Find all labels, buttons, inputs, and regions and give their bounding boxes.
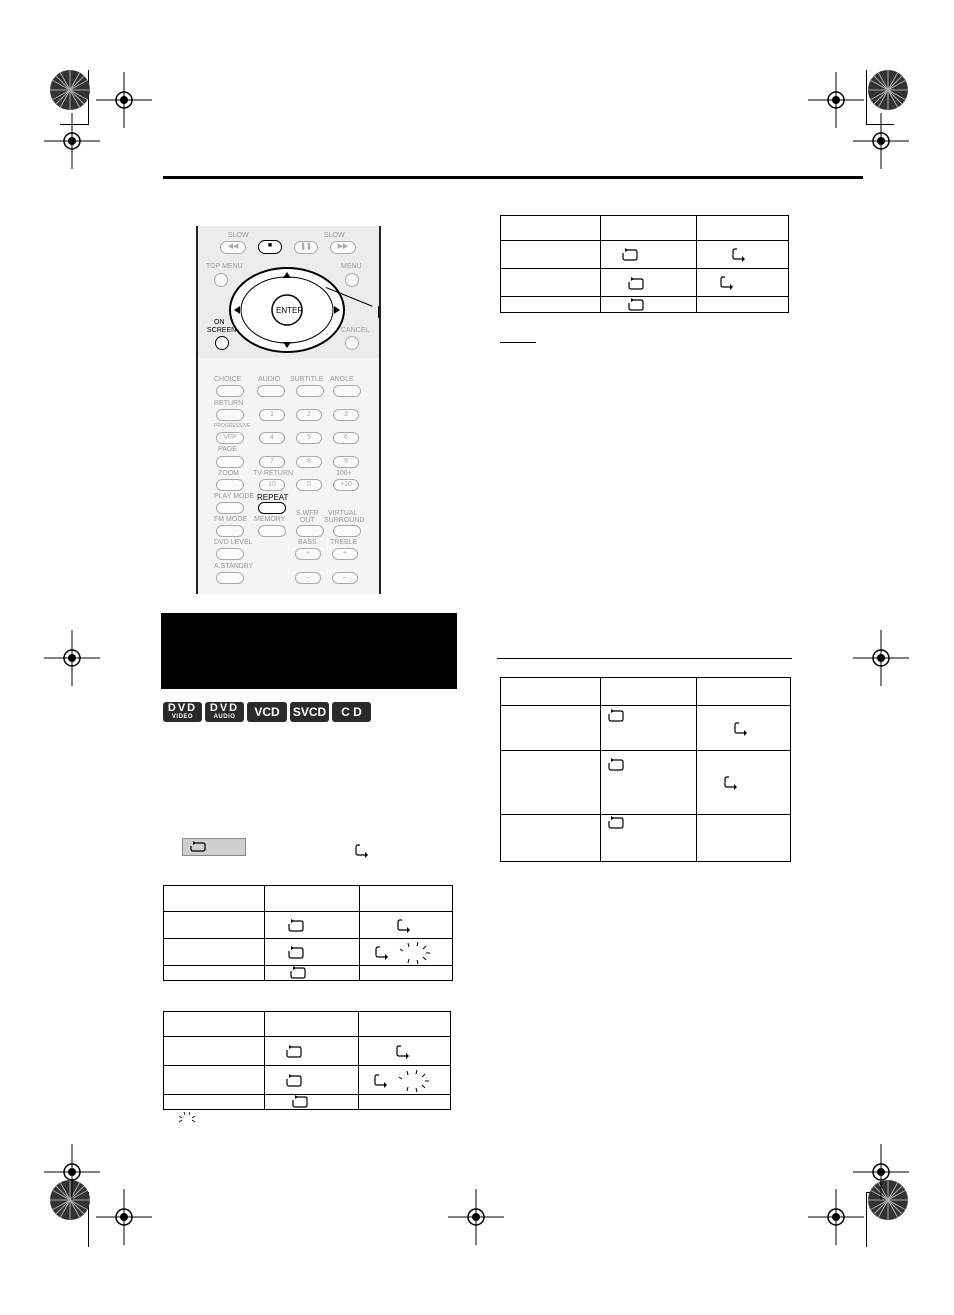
table-cell xyxy=(501,678,601,706)
bass-label: BASS xyxy=(298,539,317,546)
note-underline xyxy=(500,342,536,343)
table-cell xyxy=(601,815,697,862)
table-cell xyxy=(359,1012,451,1037)
repeat-indicator-box xyxy=(182,838,246,856)
table-cell xyxy=(601,269,697,297)
stop-button[interactable] xyxy=(258,240,282,254)
on-screen-label-line1: ON xyxy=(214,319,225,326)
bass-minus-button[interactable]: – xyxy=(295,572,321,584)
hundred-plus-label: 100+ xyxy=(336,470,352,477)
slow-forward-label: SLOW xyxy=(324,232,345,239)
section-header-block xyxy=(161,613,457,689)
crosshair-target-icon xyxy=(96,1189,152,1245)
repeat-loop-icon xyxy=(627,298,645,312)
table-cell xyxy=(265,1012,359,1037)
section-rule xyxy=(497,658,792,659)
repeat-loop-icon xyxy=(289,966,307,980)
number-1-button[interactable]: 1 xyxy=(259,409,285,421)
table-cell xyxy=(697,269,789,297)
repeat-loop-icon xyxy=(627,277,645,291)
fast-forward-button[interactable] xyxy=(330,241,356,254)
number-3-button[interactable]: 3 xyxy=(333,409,359,421)
return-button[interactable] xyxy=(216,409,244,421)
number-5-button[interactable]: 5 xyxy=(296,432,322,444)
table-cell xyxy=(697,706,791,751)
play-mode-button[interactable] xyxy=(216,502,244,514)
repeat-hook-icon xyxy=(396,918,412,934)
top-menu-button[interactable] xyxy=(214,273,228,287)
table-cell xyxy=(501,751,601,815)
repeat-table-b xyxy=(163,1011,451,1110)
table-cell xyxy=(265,1066,359,1095)
enter-label: ENTER xyxy=(276,306,304,315)
table-cell xyxy=(697,241,789,269)
treble-plus-button[interactable]: + xyxy=(332,548,358,560)
table-cell xyxy=(601,706,697,751)
number-6-button[interactable]: 6 xyxy=(333,432,359,444)
table-cell xyxy=(164,1095,265,1110)
repeat-hook-icon xyxy=(719,275,735,291)
repeat-loop-icon xyxy=(287,919,305,933)
rewind-button[interactable] xyxy=(220,241,246,254)
crosshair-target-icon xyxy=(448,1189,504,1245)
vcd-badge: VCD xyxy=(247,702,287,722)
header-rule xyxy=(163,176,863,179)
number-4-button[interactable]: 4 xyxy=(259,432,285,444)
repeat-hook-icon xyxy=(733,721,749,737)
table-cell xyxy=(359,1037,451,1066)
repeat-loop-icon xyxy=(607,758,625,772)
fm-mode-label: FM MODE xyxy=(214,516,248,523)
page-button[interactable] xyxy=(216,456,244,468)
repeat-hook-icon xyxy=(731,247,747,263)
table-cell xyxy=(265,939,360,966)
number-0-button[interactable]: 0 xyxy=(296,479,322,491)
registration-mark-icon xyxy=(48,68,92,112)
cancel-label: CANCEL xyxy=(341,327,370,334)
vfp-button[interactable]: VFP xyxy=(216,432,244,444)
fast-forward-icon: ▶▶ xyxy=(337,243,349,250)
number-10-button[interactable]: 10 xyxy=(259,479,285,491)
zoom-label: ZOOM xyxy=(218,470,239,477)
zoom-button[interactable] xyxy=(216,479,244,491)
table-cell xyxy=(164,939,265,966)
table-cell xyxy=(265,912,360,939)
blinking-rays-icon xyxy=(175,1110,199,1126)
dvd-audio-badge: DVD AUDIO xyxy=(205,702,244,722)
repeat-loop-icon xyxy=(291,1095,309,1109)
virtual-label: VIRTUAL xyxy=(328,510,358,517)
virtual-surround-button[interactable] xyxy=(333,525,361,537)
slow-back-label: SLOW xyxy=(228,232,249,239)
repeat-label: REPEAT xyxy=(257,493,289,502)
surround-label: SURROUND xyxy=(324,517,365,524)
dvd-level-button[interactable] xyxy=(216,548,244,560)
crosshair-target-icon xyxy=(96,72,152,128)
audio-label: AUDIO xyxy=(258,376,281,383)
treble-label: TREBLE xyxy=(330,539,358,546)
table-cell xyxy=(164,966,265,981)
table-cell xyxy=(601,241,697,269)
table-cell xyxy=(601,297,697,313)
top-menu-label: TOP MENU xyxy=(206,263,243,270)
table-cell xyxy=(164,1012,265,1037)
subtitle-button[interactable] xyxy=(296,385,324,397)
play-mode-label: PLAY MODE xyxy=(214,493,255,500)
out-label: OUT xyxy=(300,517,315,524)
progressive-label: PROGRESSIVE xyxy=(214,423,251,429)
menu-button[interactable] xyxy=(345,273,359,287)
crosshair-target-icon xyxy=(853,630,909,686)
table-cell xyxy=(601,216,697,241)
table-cell xyxy=(164,1066,265,1095)
table-cell xyxy=(360,912,453,939)
repeat-loop-icon xyxy=(189,841,207,853)
repeat-loop-icon xyxy=(621,248,639,262)
table-cell xyxy=(697,815,791,862)
memory-label: MEMORY xyxy=(254,516,286,523)
table-cell xyxy=(501,297,601,313)
repeat-hook-icon xyxy=(723,775,739,791)
table-cell xyxy=(359,1095,451,1110)
stop-icon: ■ xyxy=(267,242,273,249)
repeat-loop-icon xyxy=(607,816,625,830)
number-7-button[interactable]: 7 xyxy=(259,456,285,468)
table-cell xyxy=(501,216,601,241)
choice-button[interactable] xyxy=(216,385,244,397)
number-9-button[interactable]: 9 xyxy=(333,456,359,468)
table-cell xyxy=(501,815,601,862)
table-cell xyxy=(360,939,453,966)
on-screen-button[interactable] xyxy=(215,336,229,350)
table-cell xyxy=(601,751,697,815)
remote-control-illustration xyxy=(196,226,381,594)
repeat-table-a xyxy=(163,885,453,981)
table-cell xyxy=(697,751,791,815)
table-cell xyxy=(265,1037,359,1066)
cd-badge: C D xyxy=(332,702,371,722)
table-cell xyxy=(265,886,360,912)
repeat-table-d xyxy=(500,677,791,862)
swfr-out-button[interactable] xyxy=(296,525,324,537)
audio-button[interactable] xyxy=(257,385,285,397)
table-cell xyxy=(501,269,601,297)
menu-label: MENU xyxy=(341,263,362,270)
table-cell xyxy=(265,1095,359,1110)
repeat-loop-icon xyxy=(285,1045,303,1059)
choice-label: CHOICE xyxy=(214,376,242,383)
a-standby-label: A.STANDBY xyxy=(214,563,254,570)
repeat-loop-icon xyxy=(285,1074,303,1088)
number-8-button[interactable]: 8 xyxy=(296,456,322,468)
plus-10-button[interactable]: +10 xyxy=(333,479,359,491)
table-cell xyxy=(359,1066,451,1095)
table-cell xyxy=(164,1037,265,1066)
table-cell xyxy=(697,297,789,313)
crosshair-target-icon xyxy=(44,1144,100,1200)
repeat-loop-icon xyxy=(607,709,625,723)
table-cell xyxy=(164,886,265,912)
table-cell xyxy=(601,678,697,706)
repeat-hook-icon xyxy=(395,1044,411,1060)
crosshair-target-icon xyxy=(853,1144,909,1200)
repeat-loop-icon xyxy=(287,946,305,960)
table-cell xyxy=(501,706,601,751)
registration-mark-icon xyxy=(866,68,910,112)
subtitle-label: SUBTITLE xyxy=(290,376,324,383)
table-cell xyxy=(360,886,453,912)
blinking-rays-icon xyxy=(372,941,436,965)
callout-line-vertical xyxy=(378,306,379,318)
rewind-icon: ◀◀ xyxy=(227,243,239,250)
table-cell xyxy=(697,678,791,706)
repeat-table-c xyxy=(500,215,789,313)
memory-button[interactable] xyxy=(258,525,286,537)
a-standby-button[interactable] xyxy=(216,572,244,584)
repeat-hook-icon xyxy=(354,843,370,859)
fm-mode-button[interactable] xyxy=(216,525,244,537)
table-cell xyxy=(501,241,601,269)
number-2-button[interactable]: 2 xyxy=(296,409,322,421)
tv-return-label: TV RETURN xyxy=(253,470,294,477)
on-screen-label-line2: SCREEN xyxy=(207,327,237,334)
angle-label: ANGLE xyxy=(330,376,354,383)
table-cell xyxy=(360,966,453,981)
table-cell xyxy=(697,216,789,241)
return-label: RETURN xyxy=(214,400,244,407)
table-cell xyxy=(164,912,265,939)
crosshair-target-icon xyxy=(44,113,100,169)
swfr-label: S.WFR xyxy=(296,510,319,517)
page-label: PAGE xyxy=(218,446,237,453)
treble-minus-button[interactable]: – xyxy=(332,572,358,584)
pause-button[interactable] xyxy=(294,241,318,254)
svcd-badge: SVCD xyxy=(290,702,329,722)
dvd-video-badge: DVD VIDEO xyxy=(163,702,202,722)
cancel-button[interactable] xyxy=(345,336,359,350)
angle-button[interactable] xyxy=(333,385,361,397)
table-cell xyxy=(265,966,360,981)
repeat-button[interactable] xyxy=(258,502,286,514)
crosshair-target-icon xyxy=(853,113,909,169)
crosshair-target-icon xyxy=(44,630,100,686)
bass-plus-button[interactable]: + xyxy=(295,548,321,560)
pause-icon: ❚❚ xyxy=(300,243,312,250)
dvd-level-label: DVD LEVEL xyxy=(214,539,253,546)
blinking-rays-icon xyxy=(371,1069,435,1093)
